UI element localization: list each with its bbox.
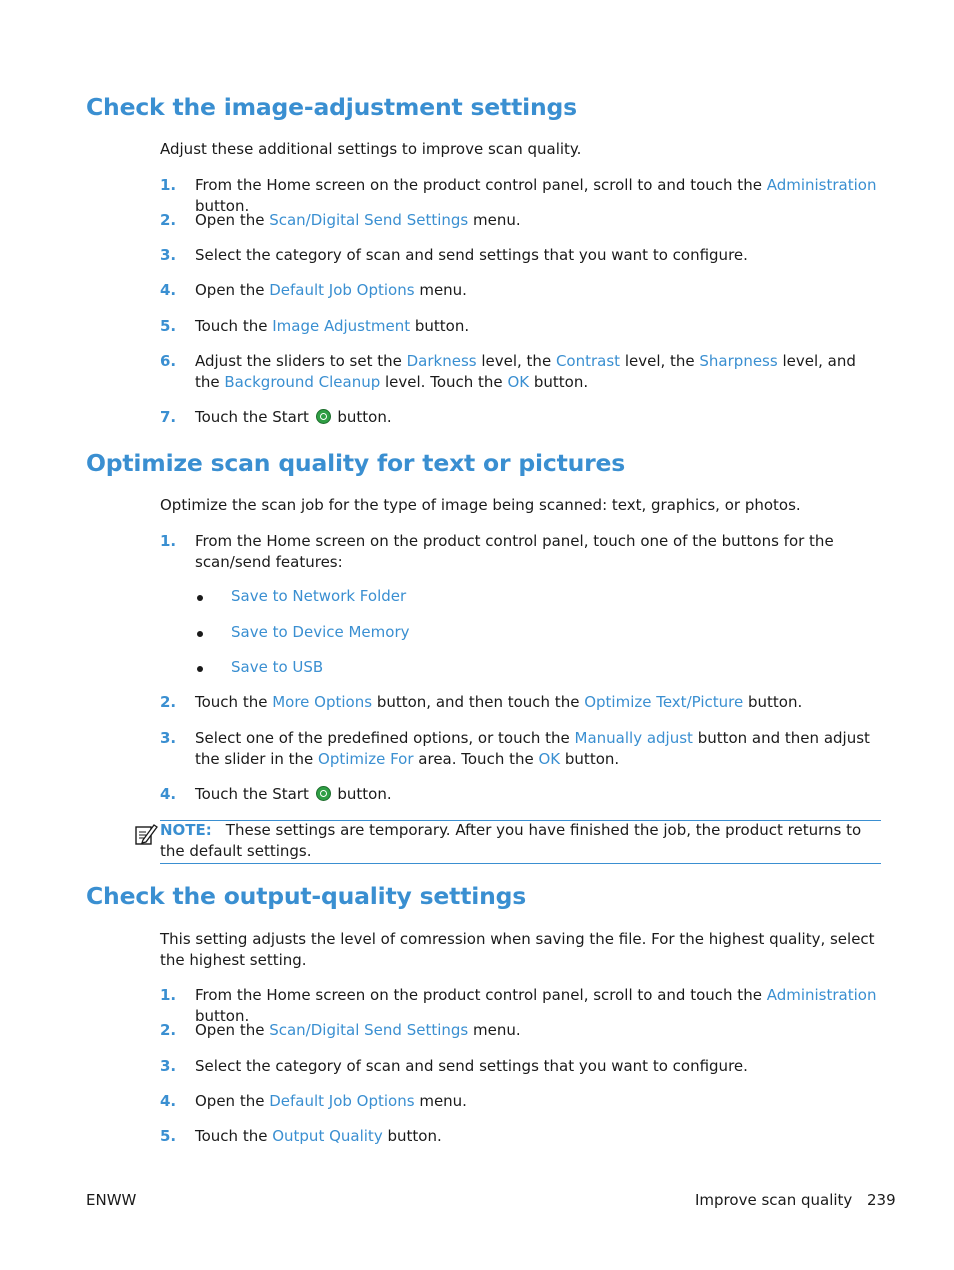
step-number: 4. (160, 281, 177, 299)
ui-term: OK (538, 750, 561, 768)
step-text: Touch the (195, 693, 273, 711)
step-number: 3. (160, 729, 177, 747)
step-text: Touch the (195, 1127, 273, 1145)
bullet-save-usb: Save to USB (231, 658, 324, 676)
step-text: button. (410, 317, 470, 335)
step-number: 2. (160, 693, 177, 711)
section-title-optimize-scan: Optimize scan quality for text or pictures (86, 449, 626, 477)
step-item (195, 728, 885, 770)
ui-term: Background Cleanup (224, 373, 381, 391)
step-item (195, 784, 885, 805)
ui-term: Administration (766, 176, 877, 194)
step-text: button, and then touch the (372, 693, 585, 711)
note-label: NOTE: (160, 821, 212, 839)
step-item (195, 316, 885, 337)
ui-term: Output Quality (272, 1127, 383, 1145)
footer-left: ENWW (86, 1191, 137, 1209)
section-title-image-adjustment: Check the image-adjustment settings (86, 93, 577, 121)
ui-term: Scan/Digital Send Settings (269, 1021, 469, 1039)
start-button-icon (316, 409, 331, 424)
bullet-dot (197, 595, 203, 601)
step-text: button. (195, 1007, 250, 1025)
step-text: Open the (195, 281, 270, 299)
step-text: button and then adjust the slider in the (195, 729, 870, 768)
step-text: button. (332, 408, 392, 426)
step-text: menu. (414, 1092, 467, 1110)
step-number: 7. (160, 408, 177, 426)
step-text: button. (529, 373, 589, 391)
ui-term: Image Adjustment (272, 317, 411, 335)
step-item (195, 210, 885, 231)
step-item (195, 280, 885, 301)
step-text: menu. (414, 281, 467, 299)
ui-term: Darkness (406, 352, 477, 370)
bullet-dot (197, 631, 203, 637)
ui-term: Default Job Options (269, 281, 415, 299)
start-button-icon (316, 786, 331, 801)
step-item (195, 1126, 885, 1147)
step-number: 3. (160, 1057, 177, 1075)
section-intro: Adjust these additional settings to improve scan quality. (160, 140, 582, 158)
step-number: 6. (160, 352, 177, 370)
step-number: 3. (160, 246, 177, 264)
step-number: 2. (160, 1021, 177, 1039)
step-text: Open the (195, 1021, 270, 1039)
note-box (160, 820, 881, 864)
section-intro: This setting adjusts the level of comression when saving the file. For the highest quality, select the highest setting. (160, 930, 875, 969)
step-text: Touch the (195, 317, 273, 335)
ui-term: Administration (766, 986, 877, 1004)
step-number: 1. (160, 176, 177, 194)
page-number: 239 (867, 1191, 896, 1209)
step-number: 2. (160, 211, 177, 229)
ui-term: OK (507, 373, 530, 391)
step-item (195, 692, 885, 713)
step-text: Open the (195, 211, 270, 229)
step-text: Touch the Start (195, 408, 314, 426)
ui-term: Scan/Digital Send Settings (269, 211, 469, 229)
step-text: From the Home screen on the product control panel, touch one of the buttons for the scan/send features: (195, 532, 834, 571)
step-text: menu. (468, 1021, 521, 1039)
step-text: level, the (476, 352, 556, 370)
step-text: button. (332, 785, 392, 803)
section-intro: Optimize the scan job for the type of image being scanned: text, graphics, or photos. (160, 496, 801, 514)
step-text: From the Home screen on the product control panel, scroll to and touch the (195, 986, 767, 1004)
step-number: 1. (160, 986, 177, 1004)
ui-term: Manually adjust (574, 729, 693, 747)
step-text: level, the (620, 352, 700, 370)
note-pencil-icon (134, 822, 158, 846)
step-text: menu. (468, 211, 521, 229)
step-item (195, 407, 885, 428)
bullet-save-device-memory: Save to Device Memory (231, 623, 410, 641)
ui-term: Default Job Options (269, 1092, 415, 1110)
step-item (195, 1091, 885, 1112)
step-text: button. (195, 197, 250, 215)
note-body: These settings are temporary. After you have finished the job, the product returns to the default settings. (160, 821, 862, 860)
step-text: Select the category of scan and send settings that you want to configure. (195, 246, 748, 264)
step-text: Select one of the predefined options, or touch the (195, 729, 575, 747)
step-text: button. (743, 693, 803, 711)
bullet-save-network-folder: Save to Network Folder (231, 587, 407, 605)
step-text: area. Touch the (413, 750, 539, 768)
step-text: From the Home screen on the product control panel, scroll to and touch the (195, 176, 767, 194)
step-text: level. Touch the (380, 373, 508, 391)
ui-term: More Options (272, 693, 373, 711)
step-item (195, 531, 885, 573)
step-item (195, 1056, 885, 1077)
ui-term: Optimize For (318, 750, 414, 768)
step-number: 4. (160, 1092, 177, 1110)
note-text (160, 820, 881, 862)
step-text: button. (382, 1127, 442, 1145)
step-text: Adjust the sliders to set the (195, 352, 407, 370)
step-number: 1. (160, 532, 177, 550)
step-text: button. (560, 750, 620, 768)
step-item (195, 1020, 885, 1041)
section-title-output-quality: Check the output-quality settings (86, 882, 527, 910)
step-text: Touch the Start (195, 785, 314, 803)
step-number: 5. (160, 317, 177, 335)
step-text: Select the category of scan and send settings that you want to configure. (195, 1057, 748, 1075)
ui-term: Sharpness (699, 352, 778, 370)
footer-section-name: Improve scan quality (695, 1191, 853, 1209)
step-text: level, and the (195, 352, 856, 391)
step-text: Open the (195, 1092, 270, 1110)
step-item (195, 351, 885, 393)
step-number: 4. (160, 785, 177, 803)
step-item (195, 245, 885, 266)
ui-term: Contrast (555, 352, 621, 370)
bullet-dot (197, 666, 203, 672)
ui-term: Optimize Text/Picture (584, 693, 744, 711)
step-number: 5. (160, 1127, 177, 1145)
